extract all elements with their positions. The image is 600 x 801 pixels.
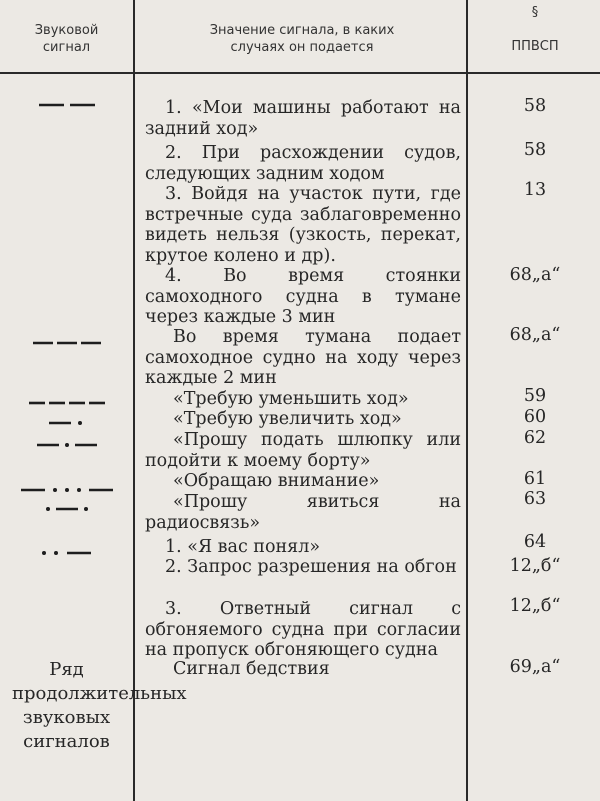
section-symbol: § bbox=[531, 5, 539, 20]
row-ref-1: 58 bbox=[523, 96, 547, 116]
row-ref-9: 61 bbox=[523, 469, 547, 489]
row-text-1: 1. «Мои машины работают на задний ход» bbox=[145, 98, 461, 139]
row-text-2: 2. При расхождении судов, следующих задним ходом bbox=[145, 143, 461, 184]
signal-three-long bbox=[0, 333, 133, 352]
row-ref-7: 60 bbox=[523, 407, 547, 427]
row-text-6: «Требую уменьшить ход» bbox=[173, 389, 409, 409]
signal-four-long bbox=[0, 393, 133, 412]
row-ref-2: 58 bbox=[523, 140, 547, 160]
row-text-14: Сигнал бедствия bbox=[173, 659, 330, 679]
signal-short-short-long bbox=[0, 543, 133, 562]
row-ref-6: 59 bbox=[523, 386, 547, 406]
signal-distress-text: Ряд продолжительных звуковых сигналов bbox=[12, 659, 187, 752]
row-text-9: «Обращаю внимание» bbox=[173, 471, 380, 491]
header-reference: § ППВСП bbox=[470, 6, 600, 55]
row-ref-13: 12„б“ bbox=[509, 596, 561, 616]
signal-long-short bbox=[0, 413, 133, 432]
signal-short-long-short bbox=[0, 499, 133, 518]
row-ref-3: 13 bbox=[523, 180, 547, 200]
row-text-13: 3. Ответный сигнал с обгоняемого судна при согласии на пропуск обгоняющего судна bbox=[145, 599, 461, 660]
row-ref-8: 62 bbox=[523, 428, 547, 448]
row-text-8: «Прошу подать шлюпку или подойти к моему борту» bbox=[145, 430, 461, 471]
header-signal: Звуковой сигнал bbox=[34, 23, 99, 55]
column-divider-1 bbox=[133, 0, 135, 801]
row-text-10: «Прошу явиться на радиосвязь» bbox=[145, 492, 461, 533]
row-ref-10: 63 bbox=[523, 489, 547, 509]
header-divider bbox=[0, 72, 600, 74]
signal-long-short-long bbox=[0, 435, 133, 454]
row-text-5: Во время тумана подает самоходное судно на ходу через каждые 2 мин bbox=[145, 327, 461, 388]
column-divider-2 bbox=[466, 0, 468, 801]
row-ref-14: 69„а“ bbox=[509, 657, 561, 677]
row-ref-12: 12„б“ bbox=[509, 556, 561, 576]
signal-two-long bbox=[0, 95, 133, 114]
row-ref-5: 68„а“ bbox=[509, 325, 561, 345]
header-meaning: Значение сигнала, в каких случаях он подается bbox=[209, 23, 395, 55]
row-text-11: 1. «Я вас понял» bbox=[165, 537, 321, 557]
row-ref-4: 68„а“ bbox=[509, 265, 561, 285]
signal-long-three-short-long bbox=[0, 480, 133, 499]
row-text-12: 2. Запрос разрешения на обгон bbox=[165, 557, 457, 577]
row-ref-11: 64 bbox=[523, 532, 547, 552]
row-text-4: 4. Во время стоянки самоходного судна в тумане через каждые 3 мин bbox=[145, 266, 461, 327]
row-text-3: 3. Войдя на участок пути, где встречные суда заблаговременно видеть нельзя (узкость, перекат, крутое колено и др). bbox=[145, 184, 461, 266]
row-text-7: «Требую увеличить ход» bbox=[173, 409, 402, 429]
